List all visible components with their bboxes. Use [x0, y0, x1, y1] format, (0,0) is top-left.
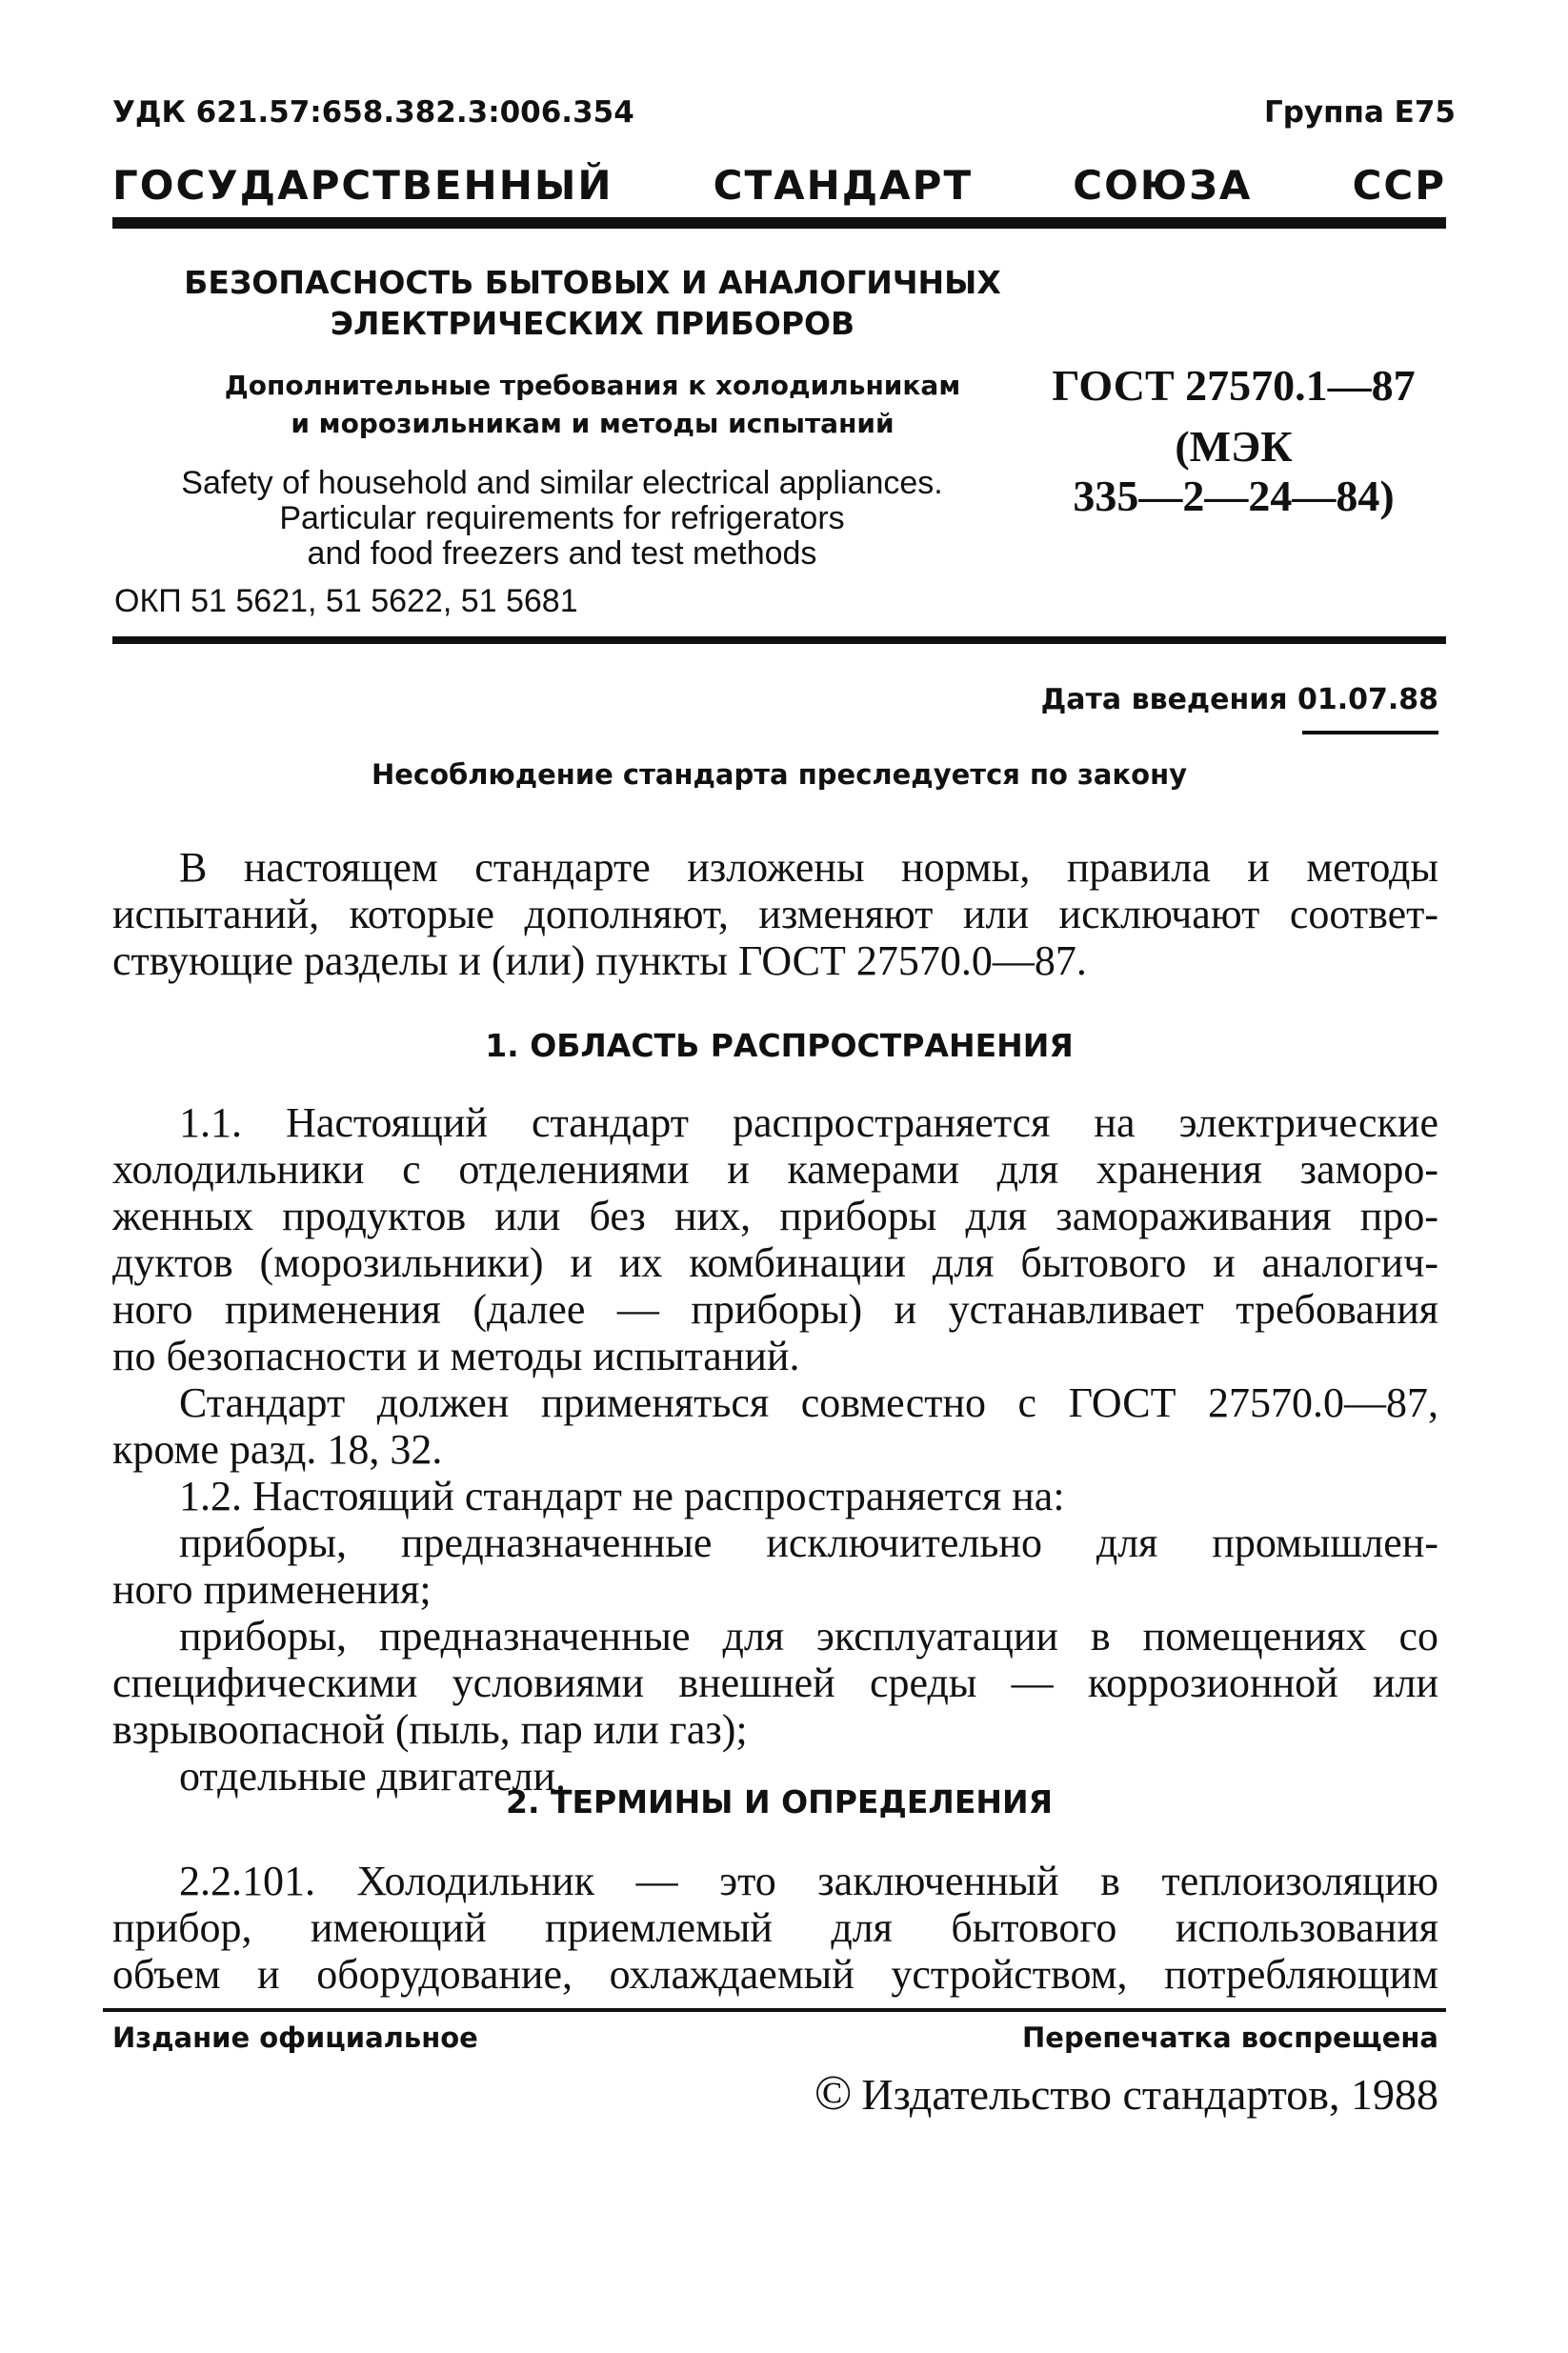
section-2-heading: 2. ТЕРМИНЫ И ОПРЕДЕЛЕНИЯ [505, 1783, 1054, 1820]
section-1-line: ного применения; [112, 1566, 432, 1613]
section-1-line: ного применения (далее — приборы) и устанавливает требования [112, 1286, 1438, 1333]
footer-rule [103, 2008, 1446, 2012]
intro-paragraph [112, 844, 1438, 984]
state-standard-banner: ГОСУДАРСТВЕННЫЙ СТАНДАРТ СОЮЗА ССР [112, 162, 1446, 209]
copyright-line [814, 2065, 1438, 2122]
copyright-icon: © [814, 2066, 853, 2121]
group-code: Группа Е75 [1263, 95, 1456, 130]
section-1-line: кроме разд. 18, 32. [112, 1426, 443, 1473]
top-thick-rule [112, 217, 1446, 229]
section-1-line: Стандарт должен применяться совместно с ГОСТ 27570.0—87, [179, 1379, 1438, 1426]
section-1-line: по безопасности и методы испытаний. [112, 1333, 800, 1379]
iec-reference-line-1: (МЭК [1175, 422, 1293, 471]
section-2-line: 2.2.101. Холодильник — это заключенный в теплоизоляцию [179, 1858, 1438, 1904]
header-bottom-rule [112, 636, 1446, 644]
section-2-line: объем и оборудование, охлаждаемый устройством, потребляющим [112, 1951, 1438, 1998]
okp-codes: ОКП 51 5621, 51 5622, 51 5681 [114, 583, 578, 619]
section-1-line: дуктов (морозильники) и их комбинации для бытового и аналогич- [112, 1239, 1438, 1286]
intro-line: ствующие разделы и (или) пункты ГОСТ 27570.0—87. [112, 937, 1087, 984]
publisher: Издательство стандартов, 1988 [861, 2070, 1438, 2119]
udk-code: УДК 621.57:658.382.3:006.354 [112, 95, 634, 130]
subtitle-line-1: Дополнительные требования к холодильникам [224, 370, 961, 401]
subtitle-line-2: и морозильникам и методы испытаний [291, 408, 895, 439]
intro-line: В настоящем стандарте изложены нормы, правила и методы [179, 844, 1438, 891]
title-line-2: ЭЛЕКТРИЧЕСКИХ ПРИБОРОВ [330, 305, 855, 342]
section-1-line: 1.2. Настоящий стандарт не распространяется на: [179, 1473, 1065, 1519]
english-title-line-1: Safety of household and similar electrical appliances. [181, 465, 943, 501]
gost-number: ГОСТ 27570.1—87 [1052, 361, 1416, 410]
english-title-line-3: and food freezers and test methods [307, 535, 817, 572]
section-2-body [112, 1858, 1438, 1998]
section-1-line: специфическими условиями внешней среды — коррозионной или [112, 1659, 1438, 1706]
intro-line: испытаний, которые дополняют, изменяют или исключают соответ- [112, 891, 1438, 937]
law-notice: Несоблюдение стандарта преследуется по закону [371, 758, 1188, 791]
section-1-line: отдельные двигатели. [179, 1753, 567, 1800]
section-1-heading: 1. ОБЛАСТЬ РАСПРОСТРАНЕНИЯ [485, 1027, 1074, 1064]
reprint-prohibited: Перепечатка воспрещена [1022, 2021, 1438, 2054]
section-1-body [112, 1099, 1438, 1800]
section-1-line: взрывоопасной (пыль, пар или газ); [112, 1706, 748, 1753]
english-title-line-2: Particular requirements for refrigerators [279, 500, 845, 536]
section-1-line: приборы, предназначенные исключительно для промышлен- [179, 1519, 1438, 1566]
section-2-line: прибор, имеющий приемлемый для бытового использования [112, 1904, 1438, 1951]
title-line-1: БЕЗОПАСНОСТЬ БЫТОВЫХ И АНАЛОГИЧНЫХ [184, 264, 1001, 301]
section-1-line: 1.1. Настоящий стандарт распространяется на электрические [179, 1099, 1438, 1146]
introduction-date: Дата введения 01.07.88 [1040, 683, 1438, 716]
official-edition: Издание официальное [112, 2021, 478, 2054]
section-1-line: холодильники с отделениями и камерами для хранения заморо- [112, 1146, 1438, 1193]
section-1-line: женных продуктов или без них, приборы для замораживания про- [112, 1193, 1438, 1239]
section-1-line: приборы, предназначенные для эксплуатации в помещениях со [179, 1613, 1438, 1659]
iec-reference-line-2: 335—2—24—84) [1073, 472, 1395, 520]
date-underline [1302, 731, 1438, 734]
